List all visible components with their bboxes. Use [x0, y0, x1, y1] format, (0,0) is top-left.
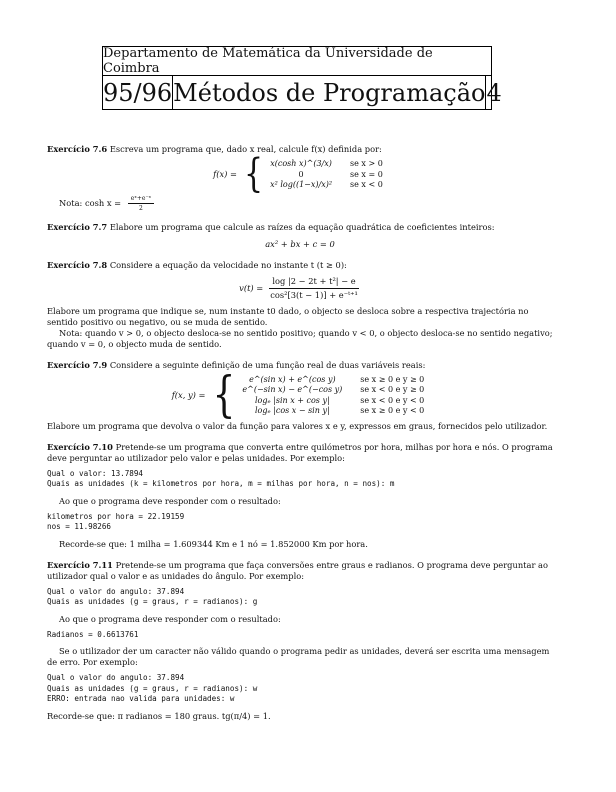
exercise-text: Escreva um programa que, dado x real, calcule f(x) definida por:	[109, 144, 382, 154]
exercise-7-8	[47, 260, 553, 350]
note: Recorde-se que: π radianos = 180 graus. tg(π/4) = 1.	[47, 710, 271, 721]
exercise-paragraph: Elabore um programa que indique se, num instante t0 dado, o objecto se desloca sobre a respectiva trajectória no sentido positivo ou negativo, ou se muda de sentido.	[47, 305, 529, 327]
exercise-label: Exercício 7.9	[47, 359, 108, 370]
exercise-paragraph: Ao que o programa deve responder com o resultado:	[59, 613, 281, 624]
note: Recorde-se que: 1 milha = 1.609344 Km e 1 nó = 1.852000 Km por hora.	[59, 538, 368, 549]
course-header	[102, 46, 502, 110]
piecewise-function: f(x, y) = { e^(sin x) + e^(cos y) se x ≥ 0 e y ≥ 0 e^(−sin x) − e^(−cos y) se x < 0 e y ≥ 0 logₑ |sin x + cos y| se x < 0 e y < 0 logₑ |cos x − sin y| se x ≥ 0 e y < 0	[171, 367, 425, 423]
code-example: Qual o valor: 13.7894 Quais as unidades (k = kilometros por hora, m = milhas por hora, n = nos): m	[47, 468, 395, 488]
exercise-label: Exercício 7.8	[47, 259, 108, 270]
quadratic-equation: ax² + bx + c = 0	[265, 238, 335, 249]
velocity-equation: v(t) = $\frac{\text{log |2 − 2t + t²| − e}}{\text{cos²[3(t − 1)] + e⁻ᵗ⁺¹}}$	[239, 275, 358, 300]
exercise-text: Pretende-se um programa que faça conversões entre graus e radianos. O programa deve perguntar ao utilizador qual o valor e as unidades do ângulo. Por exemplo:	[47, 559, 548, 581]
code-error-example: Qual o valor do angulo: 37.894 Quais as unidades (g = graus, r = radianos): w ERRO: entrada nao valida para unidades: w	[47, 673, 258, 703]
exercise-7-7	[47, 222, 553, 250]
exercise-text: Pretende-se um programa que converta entre quilómetros por hora, milhas por hora e nós. O programa deve perguntar ao utilizador pelo valor e pelas unidades. Por exemplo:	[47, 441, 553, 463]
exercise-text: Considere a seguinte definição de uma função real de duas variáveis reais:	[109, 359, 426, 370]
exercise-text: Considere a equação da velocidade no instante t (t ≥ 0):	[109, 259, 347, 270]
exercise-paragraph: Ao que o programa deve responder com o resultado:	[59, 495, 281, 506]
note: Nota: quando v > 0, o objecto desloca-se no sentido positivo; quando v < 0, o objecto desloca-se no sentido negativo; quando v = 0, o objecto muda de sentido.	[47, 327, 553, 349]
course-title: Métodos de Programação	[173, 76, 486, 109]
note: Nota: cosh x = $\frac{\text{eˣ+e⁻ˣ}}{2}$	[59, 195, 553, 212]
code-example: Qual o valor do angulo: 37.894 Quais as unidades (g = graus, r = radianos): g	[47, 586, 258, 606]
department-name: Departamento de Matemática da Universidade de Coimbra	[103, 47, 491, 76]
code-output: kilometros por hora = 22.19159 nos = 11.98266	[47, 511, 185, 531]
exercise-label: Exercício 7.7	[47, 221, 108, 232]
exercise-paragraph: Se o utilizador der um caracter não válido quando o programa pedir as unidades, deverá ser escrita uma mensagem de erro. Por exemplo:	[47, 646, 550, 667]
academic-year: 95/96	[103, 76, 173, 109]
left-brace: {	[243, 151, 264, 197]
exercise-text: Elabore um programa que calcule as raízes da equação quadrática de coeficientes inteiros:	[109, 221, 495, 232]
exercise-label: Exercício 7.10	[47, 441, 113, 452]
exercise-paragraph: Elabore um programa que devolva o valor da função para valores x e y, expressos em graus, fornecidos pelo utilizador.	[47, 420, 548, 431]
exercise-7-6	[47, 144, 553, 212]
sheet-number: 4	[486, 78, 502, 107]
exercise-7-10	[47, 442, 553, 550]
code-output: Radianos = 0.6613761	[47, 629, 139, 639]
exercise-label: Exercício 7.11	[47, 559, 113, 570]
exercise-label: Exercício 7.6	[47, 144, 108, 154]
piecewise-function: f(x) = { x(cosh x)^(3/x) se x > 0 0 se x = 0 x² log((1−x)/x)² se x < 0	[213, 151, 383, 197]
exercise-list	[47, 144, 553, 722]
left-brace: {	[212, 367, 236, 423]
exercise-7-9	[47, 360, 553, 432]
exercise-7-11	[47, 560, 553, 722]
